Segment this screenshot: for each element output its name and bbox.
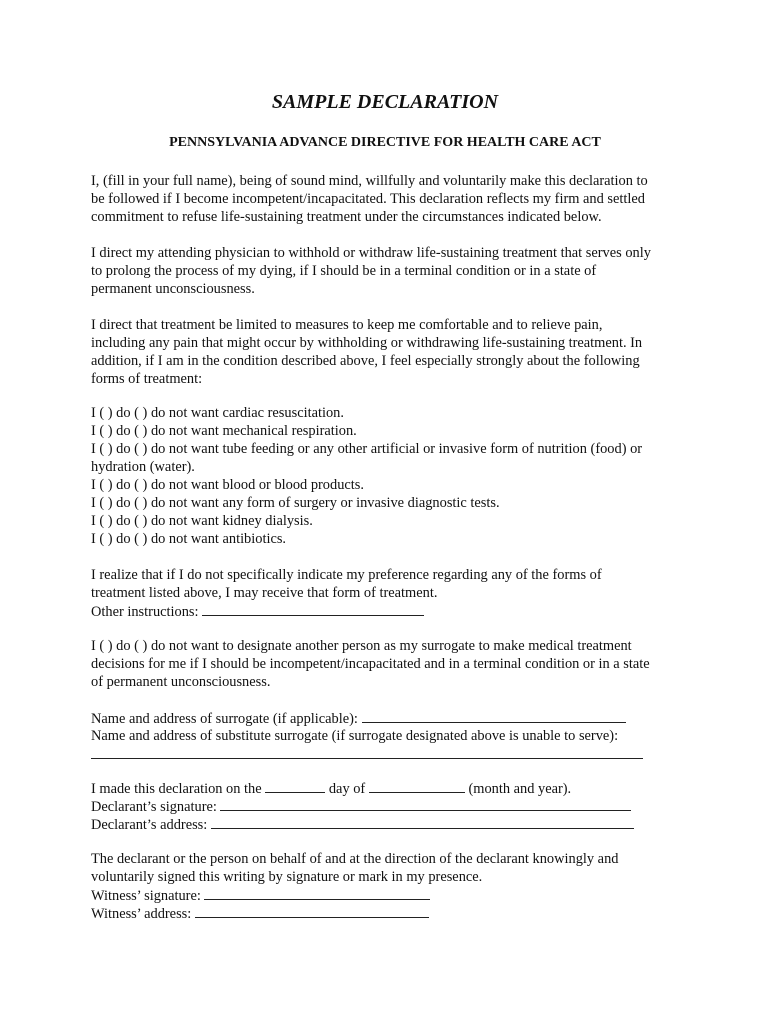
paragraph-line: decisions for me if I should be incompetent/incapacitated and in a terminal condition or in a state: [91, 656, 650, 672]
declarant-address-line: [91, 815, 634, 834]
day-field[interactable]: [265, 779, 325, 793]
treatment-option: I ( ) do ( ) do not want any form of surgery or invasive diagnostic tests.: [91, 495, 500, 511]
paragraph-line: I ( ) do ( ) do not want to designate another person as my surrogate to make medical treatment: [91, 638, 632, 654]
declaration-date-suffix: (month and year).: [468, 781, 572, 797]
paragraph-line: The declarant or the person on behalf of and at the direction of the declarant knowingly and: [91, 851, 619, 867]
treatment-option: I ( ) do ( ) do not want cardiac resuscitation.: [91, 405, 344, 421]
treatment-option: I ( ) do ( ) do not want mechanical respiration.: [91, 423, 357, 439]
paragraph-line: addition, if I am in the condition described above, I feel especially strongly about the following: [91, 353, 640, 369]
paragraph-line: I direct my attending physician to withhold or withdraw life-sustaining treatment that serves only: [91, 245, 651, 261]
declaration-date-prefix: I made this declaration on the: [91, 781, 262, 797]
other-instructions-line: [91, 602, 424, 621]
month-year-field[interactable]: [369, 779, 465, 793]
paragraph-line: treatment listed above, I may receive that form of treatment.: [91, 585, 438, 601]
paragraph-line: I direct that treatment be limited to measures to keep me comfortable and to relieve pain,: [91, 317, 603, 333]
declaration-date-line: [91, 779, 571, 798]
paragraph-line: forms of treatment:: [91, 371, 203, 387]
treatment-option: hydration (water).: [91, 459, 195, 475]
declarant-address-label: Declarant’s address:: [91, 817, 208, 833]
paragraph-line: including any pain that might occur by withholding or withdrawing life-sustaining treatment. In: [91, 335, 643, 351]
surrogate-field[interactable]: [362, 709, 626, 723]
paragraph-line: voluntarily signed this writing by signature or mark in my presence.: [91, 869, 483, 885]
declarant-signature-field[interactable]: [220, 797, 631, 811]
declaration-date-mid: day of: [328, 781, 366, 797]
paragraph-line: commitment to refuse life-sustaining treatment under the circumstances indicated below.: [91, 209, 602, 225]
paragraph-line: I, (fill in your full name), being of sound mind, willfully and voluntarily make this declaration to: [91, 173, 648, 189]
witness-address-field[interactable]: [195, 904, 429, 918]
paragraph-line: be followed if I become incompetent/incapacitated. This declaration reflects my firm and settled: [91, 191, 645, 207]
document-subtitle: PENNSYLVANIA ADVANCE DIRECTIVE FOR HEALTH CARE ACT: [169, 135, 601, 150]
witness-signature-label: Witness’ signature:: [91, 888, 201, 904]
substitute-surrogate-label: Name and address of substitute surrogate (if surrogate designated above is unable to serve):: [91, 728, 619, 744]
witness-signature-field[interactable]: [204, 886, 430, 900]
treatment-option: I ( ) do ( ) do not want blood or blood products.: [91, 477, 364, 493]
witness-address-label: Witness’ address:: [91, 906, 192, 922]
treatment-option: I ( ) do ( ) do not want antibiotics.: [91, 531, 287, 547]
treatment-option: I ( ) do ( ) do not want kidney dialysis.: [91, 513, 313, 529]
declarant-signature-line: [91, 797, 631, 816]
declarant-signature-label: Declarant’s signature:: [91, 799, 217, 815]
declarant-address-field[interactable]: [211, 815, 634, 829]
paragraph-line: permanent unconsciousness.: [91, 281, 255, 297]
treatment-option: I ( ) do ( ) do not want tube feeding or any other artificial or invasive form of nutrition (food) or: [91, 441, 643, 457]
surrogate-label: Name and address of surrogate (if applicable):: [91, 711, 358, 727]
paragraph-line: to prolong the process of my dying, if I should be in a terminal condition or in a state of: [91, 263, 597, 279]
other-instructions-field[interactable]: [202, 602, 424, 616]
substitute-surrogate-field[interactable]: [91, 745, 643, 759]
surrogate-line: [91, 709, 626, 728]
other-instructions-label: Other instructions:: [91, 604, 199, 620]
paragraph-line: I realize that if I do not specifically indicate my preference regarding any of the forms of: [91, 567, 602, 583]
paragraph-line: of permanent unconsciousness.: [91, 674, 271, 690]
witness-signature-line: [91, 886, 430, 905]
document-title: SAMPLE DECLARATION: [271, 91, 499, 113]
substitute-surrogate-line: [91, 745, 643, 764]
witness-address-line: [91, 904, 429, 923]
